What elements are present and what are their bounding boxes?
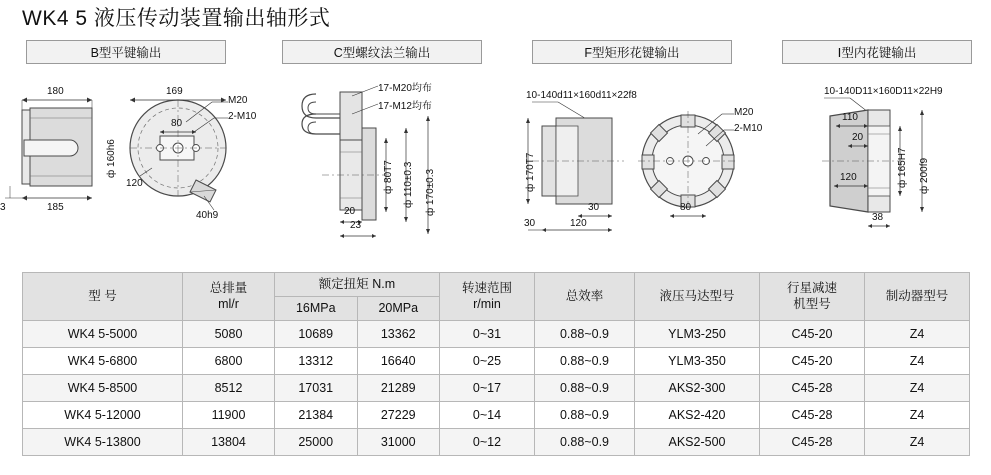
cell-displacement: 5080 [183, 320, 275, 347]
table-row [23, 320, 970, 347]
col-header-reducer-line1: 行星减速 [786, 280, 837, 295]
drawing-i-type-svg [772, 70, 991, 250]
cell-reducer: C45-28 [760, 428, 865, 455]
cell-brake: Z4 [865, 428, 970, 455]
dim-f-2m10: 2-M10 [734, 123, 763, 134]
section-header-i-type [782, 40, 972, 64]
cell-torque-16: 21384 [275, 401, 358, 428]
dim-i-phi200f9: ф 200f9 [919, 157, 930, 194]
drawing-b-type-svg [0, 70, 260, 250]
dim-b-40h9: 40h9 [196, 210, 219, 221]
cell-reducer: C45-28 [760, 401, 865, 428]
drawing-b-type [0, 70, 260, 250]
page-title: WK4 5 液压传动装置输出轴形式 [22, 7, 331, 30]
dim-f-30b: 30 [524, 218, 536, 229]
cell-torque-16: 25000 [275, 428, 358, 455]
dim-f-120: 120 [570, 218, 587, 229]
col-header-efficiency: 总效率 [535, 273, 635, 321]
dim-f-80: 80 [680, 202, 692, 213]
cell-motor: AKS2-300 [635, 374, 760, 401]
dim-b-3: 3 [0, 202, 6, 213]
cell-model: WK4 5-5000 [23, 320, 183, 347]
section-header-i-type-label: Ⅰ型内花键输出 [837, 46, 917, 60]
cell-brake: Z4 [865, 374, 970, 401]
cell-motor: YLM3-250 [635, 320, 760, 347]
cell-motor: YLM3-350 [635, 347, 760, 374]
dim-i-110: 110 [842, 112, 858, 123]
cell-speed: 0~17 [440, 374, 535, 401]
dim-c-phi170: ф 170±0.3 [425, 168, 436, 216]
col-header-torque-16: 16MPa [275, 296, 358, 320]
cell-torque-16: 17031 [275, 374, 358, 401]
dim-b-2m10: 2-M10 [228, 111, 257, 122]
dim-b-phi160h6: ф 160h6 [106, 139, 117, 178]
cell-model: WK4 5-6800 [23, 347, 183, 374]
dim-i-120: 120 [840, 172, 857, 183]
cell-torque-20: 21289 [357, 374, 440, 401]
cell-displacement: 13804 [183, 428, 275, 455]
header-row-1 [23, 273, 970, 297]
section-header-f-type [532, 40, 732, 64]
col-header-displacement [183, 273, 275, 321]
dim-c-17m20: 17-M20均布 [378, 83, 432, 94]
cell-model: WK4 5-8500 [23, 374, 183, 401]
cell-speed: 0~25 [440, 347, 535, 374]
cell-efficiency: 0.88~0.9 [535, 401, 635, 428]
dim-f-spline: 10-140d11×160d11×22f8 [526, 90, 637, 101]
cell-torque-20: 13362 [357, 320, 440, 347]
cell-model: WK4 5-13800 [23, 428, 183, 455]
col-header-brake-model: 制动器型号 [865, 273, 970, 321]
cell-model: WK4 5-12000 [23, 401, 183, 428]
cell-torque-20: 16640 [357, 347, 440, 374]
drawing-f-type [512, 70, 772, 250]
dim-b-180: 180 [47, 86, 64, 97]
dim-b-185: 185 [47, 202, 64, 213]
col-header-reducer-line2: 机型号 [793, 297, 831, 312]
dim-c-phi110: ф 110±0.3 [403, 161, 414, 208]
cell-brake: Z4 [865, 401, 970, 428]
col-header-speed-line1: 转速范围 [461, 280, 512, 295]
cell-efficiency: 0.88~0.9 [535, 374, 635, 401]
cell-brake: Z4 [865, 347, 970, 374]
cell-torque-16: 13312 [275, 347, 358, 374]
table-row [23, 428, 970, 455]
dim-f-m20: M20 [734, 107, 754, 118]
cell-efficiency: 0.88~0.9 [535, 347, 635, 374]
cell-efficiency: 0.88~0.9 [535, 428, 635, 455]
dim-b-80: 80 [171, 118, 183, 129]
col-header-reducer-model [760, 273, 865, 321]
section-header-f-type-label: F型矩形花键输出 [584, 46, 680, 60]
dim-c-phi80t7: ф 80Т7 [383, 160, 394, 194]
drawing-c-type [282, 70, 512, 250]
col-header-torque-group: 额定扭矩 N.m [275, 273, 440, 297]
cell-speed: 0~31 [440, 320, 535, 347]
table-row [23, 347, 970, 374]
dim-b-120: 120 [126, 178, 143, 189]
table-row [23, 374, 970, 401]
spec-table [22, 272, 970, 456]
dim-f-30a: 30 [588, 202, 600, 213]
section-header-b-type [26, 40, 226, 64]
dim-i-20: 20 [852, 132, 864, 143]
dim-i-phi165h7: ф 165H7 [897, 147, 908, 188]
col-header-torque-20: 20MPa [357, 296, 440, 320]
cell-displacement: 8512 [183, 374, 275, 401]
cell-torque-20: 27229 [357, 401, 440, 428]
col-header-speed-line2: r/min [473, 297, 501, 312]
col-header-motor-model: 液压马达型号 [635, 273, 760, 321]
cell-efficiency: 0.88~0.9 [535, 320, 635, 347]
cell-torque-20: 31000 [357, 428, 440, 455]
section-header-c-type-label: C型螺纹法兰输出 [333, 46, 431, 60]
cell-torque-16: 10689 [275, 320, 358, 347]
col-header-speed [440, 273, 535, 321]
cell-reducer: C45-28 [760, 374, 865, 401]
cell-displacement: 11900 [183, 401, 275, 428]
spec-table-body [23, 320, 970, 455]
dim-c-20: 20 [344, 206, 356, 217]
dim-c-23: 23 [350, 220, 362, 231]
cell-reducer: C45-20 [760, 347, 865, 374]
dim-i-38: 38 [872, 212, 884, 223]
cell-speed: 0~12 [440, 428, 535, 455]
drawing-i-type [772, 70, 991, 250]
dim-b-m20: M20 [228, 95, 248, 106]
col-header-displacement-line1: 总排量 [209, 280, 248, 295]
dim-b-169: 169 [166, 86, 183, 97]
cell-motor: AKS2-420 [635, 401, 760, 428]
cell-displacement: 6800 [183, 347, 275, 374]
col-header-model: 型 号 [23, 273, 183, 321]
cell-reducer: C45-20 [760, 320, 865, 347]
spec-table-head [23, 273, 970, 321]
dim-c-17m12: 17-M12均布 [378, 101, 432, 112]
cell-motor: AKS2-500 [635, 428, 760, 455]
col-header-displacement-line2: ml/r [218, 297, 239, 312]
table-row [23, 401, 970, 428]
cell-brake: Z4 [865, 320, 970, 347]
cell-speed: 0~14 [440, 401, 535, 428]
dim-i-spline: 10-140D11×160D11×22H9 [824, 86, 943, 97]
section-header-c-type [282, 40, 482, 64]
dim-f-phi170t7: ф 170Т7 [525, 152, 536, 192]
section-header-b-type-label: B型平键输出 [90, 46, 162, 60]
